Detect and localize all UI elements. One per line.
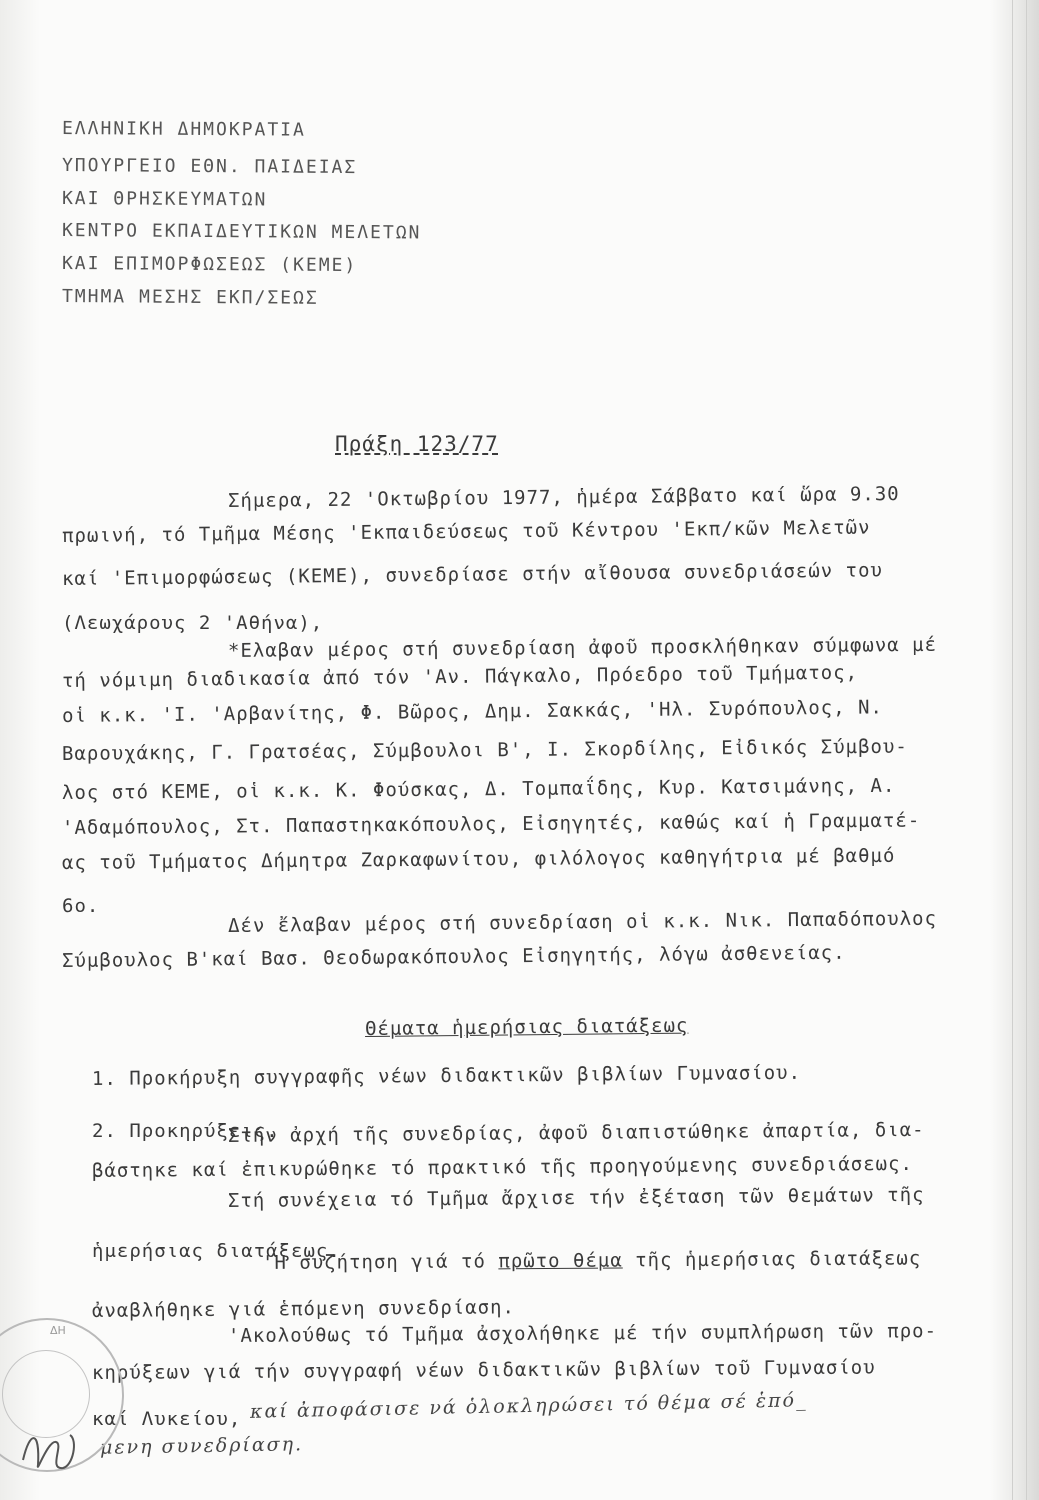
page-edge bbox=[1026, 0, 1027, 1500]
discussion-line bbox=[262, 1247, 921, 1274]
body-line: (Λεωχάρους 2 'Αθήνα), bbox=[62, 612, 324, 634]
letterhead-line: ΚΑΙ ΕΠΙΜΟΡΦΩΣΕΩΣ (ΚΕΜΕ) bbox=[61, 253, 358, 277]
body-line: 'Ακολούθως τό Τμῆμα ἀσχολήθηκε μέ τήν συμπλήρωση τῶν προ- bbox=[227, 1320, 938, 1347]
body-line: καί Λυκείου, bbox=[92, 1408, 242, 1430]
letterhead-line: ΥΠΟΥΡΓΕΙΟ ΕΘΝ. ΠΑΙΔΕΙΑΣ bbox=[61, 155, 358, 179]
page-edge bbox=[1012, 0, 1013, 1500]
body-line: *Ελαβαν μέρος στή συνεδρίαση ἀφοῦ προσκλήθηκαν σύμφωνα μέ bbox=[227, 633, 938, 662]
agenda-title: Θέματα ἡμερήσιας διατάξεως bbox=[364, 1014, 689, 1040]
letterhead-line: ΕΛΛΗΝΙΚΗ ΔΗΜΟΚΡΑΤΙΑ bbox=[61, 118, 306, 141]
body-line: οἱ κ.κ. 'Ι. 'Αρβανίτης, Φ. Βῶρος, Δημ. Σακκάς, 'Ηλ. Συρόπουλος, Ν. bbox=[61, 696, 884, 727]
body-line: καί 'Επιμορφώσεως (ΚΕΜΕ), συνεδρίασε στήν αἴθουσα συνεδριάσεών του bbox=[61, 559, 884, 590]
discussion-prefix: 'Η συζήτηση γιά τό bbox=[261, 1250, 499, 1274]
body-line: Σήμερα, 22 'Οκτωβρίου 1977, ἡμέρα Σάββατο καί ὥρα 9.30 bbox=[227, 482, 900, 512]
handwritten-note: μενη συνεδρίαση. bbox=[99, 1433, 304, 1459]
body-line: 'Αδαμόπουλος, Στ. Παπαστηκακόπουλος, Εἰσηγητές, καθώς καί ἡ Γραμματέ- bbox=[61, 809, 921, 839]
body-line: Δέν ἔλαβαν μέρος στή συνεδρίαση οἱ κ.κ. Νικ. Παπαδόπουλος bbox=[227, 907, 938, 937]
discussion-suffix: τῆς ἡμερήσιας διατάξεως bbox=[622, 1247, 922, 1272]
letterhead-line: ΚΕΝΤΡΟ ΕΚΠΑΙΔΕΥΤΙΚΩΝ ΜΕΛΕΤΩΝ bbox=[61, 220, 422, 244]
agenda-item: 2. Προκηρύξεις. bbox=[92, 1120, 279, 1142]
signature-scribble bbox=[18, 1420, 88, 1480]
document-title: Πράξη 123/77 bbox=[335, 432, 499, 456]
body-line: κηρύξεων γιά τήν συγγραφή νέων διδακτικῶν βιβλίων τοῦ Γυμνασίου bbox=[91, 1356, 876, 1384]
body-line: λος στό ΚΕΜΕ, οἱ κ.κ. Κ. Φούσκας, Δ. Τομπαΐδης, Κυρ. Κατσιμάνης, Α. bbox=[61, 774, 896, 804]
body-line: τή νόμιμη διαδικασία ἀπό τόν 'Αν. Πάγκαλο, Πρόεδρο τοῦ Τμήματος, bbox=[61, 661, 859, 692]
letterhead-line: ΚΑΙ ΘΡΗΣΚΕΥΜΑΤΩΝ bbox=[61, 188, 268, 211]
body-line: ἀναβλήθηκε γιά ἑπόμενη συνεδρίαση. bbox=[91, 1296, 516, 1322]
body-line: ἡμερήσιας διατάξεως. bbox=[92, 1240, 341, 1262]
body-line: Στή συνέχεια τό Τμῆμα ἄρχισε τήν ἐξέταση τῶν θεμάτων τῆς bbox=[227, 1183, 925, 1212]
body-line: βάστηκε καί ἐπικυρώθηκε τό πρακτικό τῆς προηγούμενης συνεδριάσεως. bbox=[91, 1152, 914, 1182]
stamp-text: ΔΗ bbox=[50, 1324, 66, 1337]
body-line: 6ο. bbox=[62, 895, 100, 917]
body-line: πρωινή, τό Τμῆμα Μέσης 'Εκπαιδεύσεως τοῦ Κέντρου 'Εκπ/κῶν Μελετῶν bbox=[61, 516, 871, 547]
letterhead-line: ΤΜΗΜΑ ΜΕΣΗΣ ΕΚΠ/ΣΕΩΣ bbox=[61, 286, 319, 309]
body-line: Βαρουχάκης, Γ. Γρατσέας, Σύμβουλοι Β', Ι. Σκορδίλης, Εἰδικός Σύμβου- bbox=[61, 735, 908, 765]
body-line: Στήν ἀρχή τῆς συνεδρίας, ἀφοῦ διαπιστώθηκε ἀπαρτία, δια- bbox=[227, 1118, 925, 1147]
discussion-emphasis: πρῶτο θέμα bbox=[498, 1249, 623, 1273]
body-line: Σύμβουλος Β'καί Βασ. Θεοδωρακόπουλος Εἰσηγητής, λόγω ἀσθενείας. bbox=[61, 941, 846, 972]
agenda-item: 1. Προκήρυξη συγγραφῆς νέων διδακτικῶν βιβλίων Γυμνασίου. bbox=[91, 1061, 802, 1090]
body-line: ας τοῦ Τμήματος Δήμητρα Ζαρκαφωνίτου, φιλόλογος καθηγήτρια μέ βαθμό bbox=[61, 844, 896, 874]
handwritten-note: καί ἀποφάσισε νά ὁλοκληρώσει τό θέμα σέ ἑπό_ bbox=[249, 1389, 808, 1423]
